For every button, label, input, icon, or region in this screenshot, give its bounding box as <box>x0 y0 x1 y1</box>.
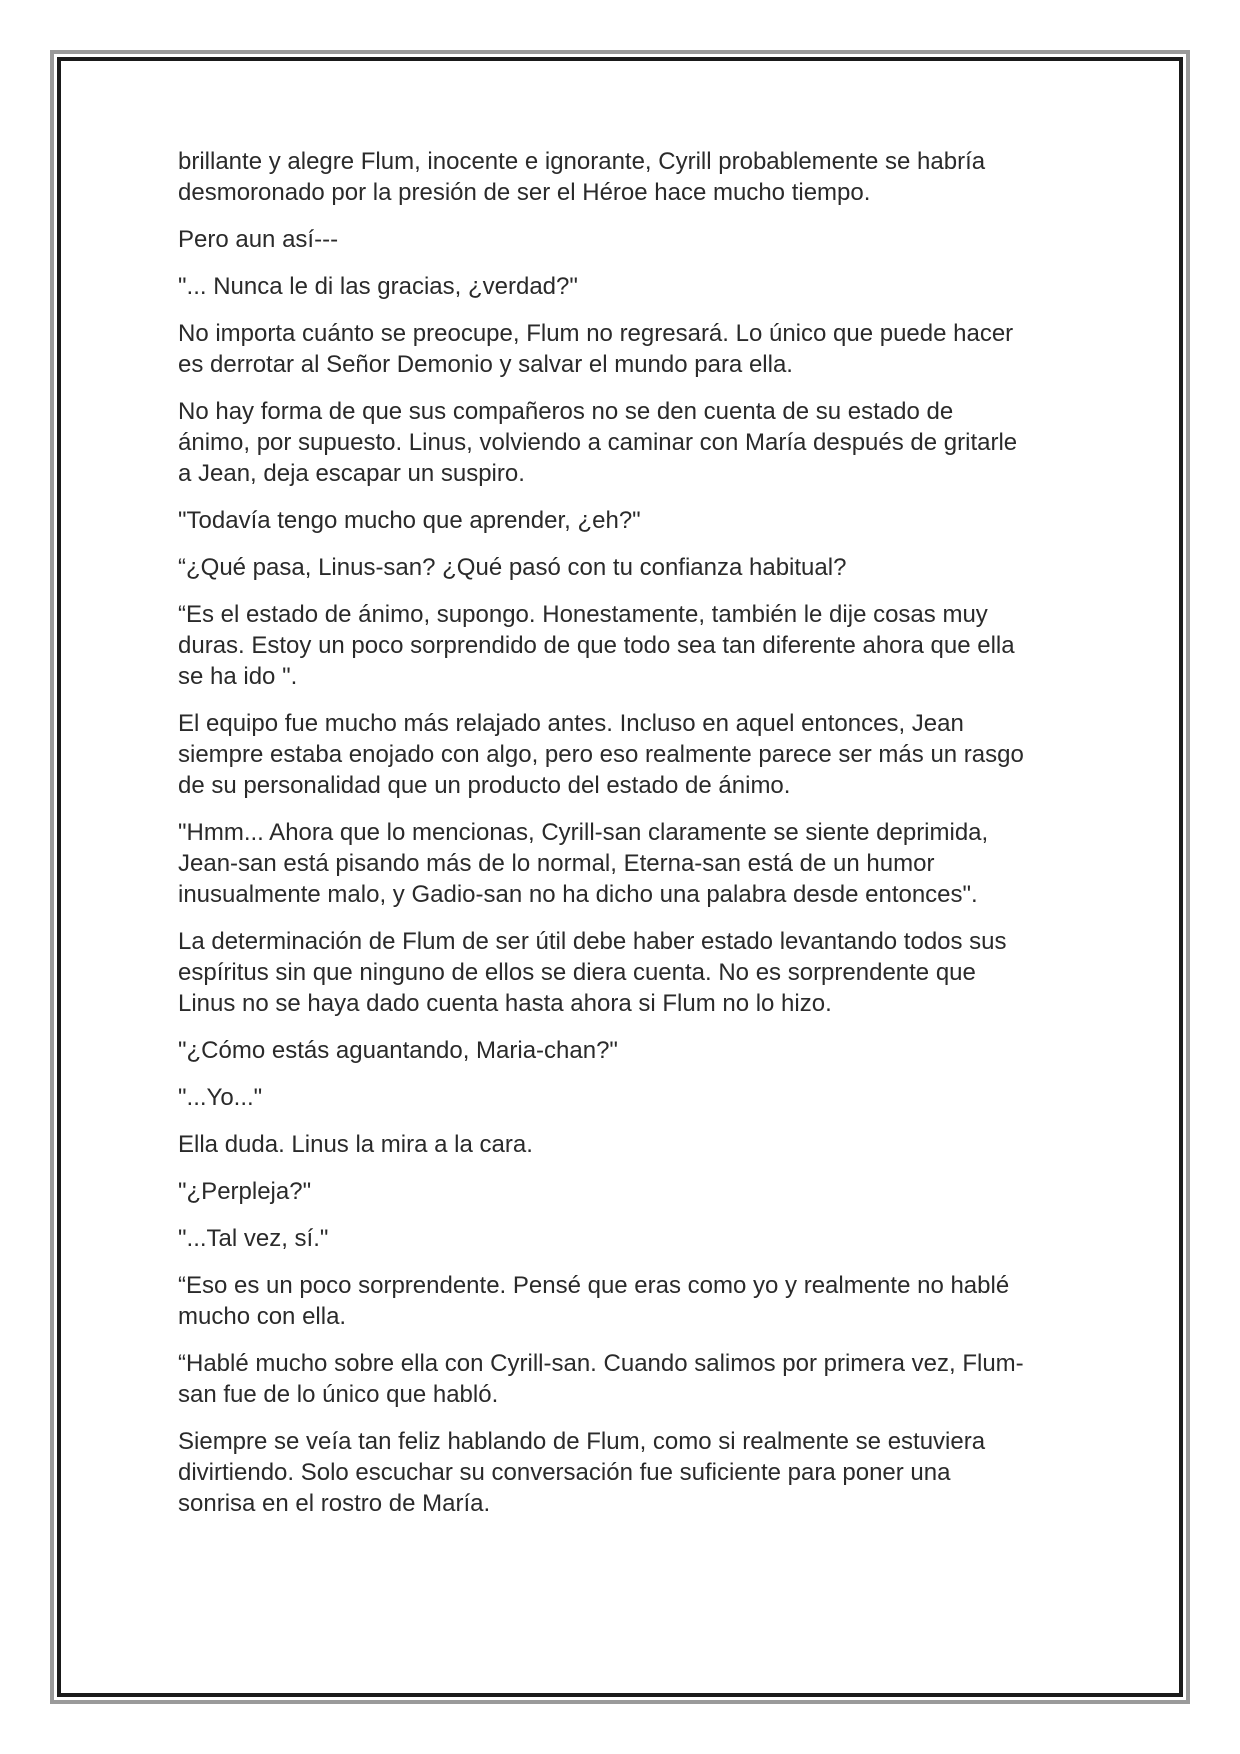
paragraph: "... Nunca le di las gracias, ¿verdad?" <box>178 273 578 300</box>
paragraph: “Es el estado de ánimo, supongo. Honestamente, también le dije cosas muy duras. Estoy un poco sorprendido de que todo sea tan diferente ahora que ella se ha ido ". <box>178 601 1015 690</box>
paragraph: No hay forma de que sus compañeros no se den cuenta de su estado de ánimo, por supuesto. Linus, volviendo a caminar con María después de gritarle a Jean, deja escapar un suspiro. <box>178 398 1018 487</box>
paragraph: El equipo fue mucho más relajado antes. Incluso en aquel entonces, Jean siempre estaba enojado con algo, pero eso realmente parece ser más un rasgo de su personalidad que un producto del estado de ánimo. <box>178 710 1024 799</box>
paragraph: Ella duda. Linus la mira a la cara. <box>178 1131 533 1158</box>
paragraph: Pero aun así--- <box>178 226 339 253</box>
paragraph: "Todavía tengo mucho que aprender, ¿eh?" <box>178 507 641 534</box>
paragraph: "Hmm... Ahora que lo mencionas, Cyrill-san claramente se siente deprimida, Jean-san está pisando más de lo normal, Eterna-san está de un humor inusualmente malo, y Gadio-san no ha dicho una palabra desde entonces". <box>178 819 989 908</box>
paragraph: "...Tal vez, sí." <box>178 1225 329 1252</box>
paragraph: No importa cuánto se preocupe, Flum no regresará. Lo único que puede hacer es derrotar al Señor Demonio y salvar el mundo para ella. <box>178 320 1014 378</box>
paragraph: “¿Qué pasa, Linus-san? ¿Qué pasó con tu confianza habitual? <box>178 554 847 581</box>
paragraph: "¿Perpleja?" <box>178 1178 312 1205</box>
paragraph: La determinación de Flum de ser útil debe haber estado levantando todos sus espíritus sin que ninguno de ellos se diera cuenta. No es sorprendente que Linus no se haya dado cuenta hasta ahora si Flum no lo hizo. <box>178 928 1007 1017</box>
paragraph: "¿Cómo estás aguantando, Maria-chan?" <box>178 1037 618 1064</box>
document-body <box>178 146 1078 1535</box>
paragraph: “Hablé mucho sobre ella con Cyrill-san. Cuando salimos por primera vez, Flum- san fue de lo único que habló. <box>178 1350 1024 1408</box>
paragraph: brillante y alegre Flum, inocente e ignorante, Cyrill probablemente se habría desmoronado por la presión de ser el Héroe hace mucho tiempo. <box>178 148 986 206</box>
paragraph: "...Yo..." <box>178 1084 263 1111</box>
paragraph: “Eso es un poco sorprendente. Pensé que eras como yo y realmente no hablé mucho con ella. <box>178 1272 1010 1330</box>
paragraph: Siempre se veía tan feliz hablando de Flum, como si realmente se estuviera divirtiendo. Solo escuchar su conversación fue suficiente para poner una sonrisa en el rostro de María. <box>178 1428 986 1517</box>
